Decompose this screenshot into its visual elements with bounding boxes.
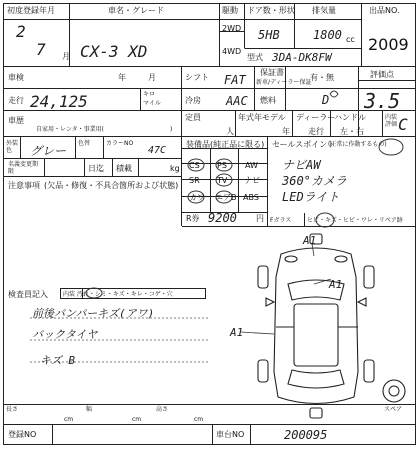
ac-handwritten: AAC: [226, 94, 248, 108]
history-sub: 自家用・レンタ・事業用(: [36, 126, 104, 133]
height-unit: cm: [194, 416, 204, 423]
fuel-label: 燃料: [260, 96, 276, 105]
ac-label: 冷房: [185, 96, 201, 105]
displacement-label: 排気量: [312, 6, 336, 15]
name-change-day-unit: 日迄: [88, 164, 104, 173]
inspector-line-2: バックタイヤ: [32, 328, 98, 341]
r-ticket-unit: 円: [256, 214, 264, 223]
year-model-label: 年式年モデル: [238, 113, 286, 122]
damage-mark-side: A1: [230, 326, 244, 339]
equip-aw: AW: [245, 161, 258, 170]
shaken-month-unit: 月: [148, 73, 156, 82]
month-unit: 月: [62, 52, 70, 61]
exhibit-no-value: 2009: [368, 35, 409, 54]
r-ticket-label: R券: [186, 214, 200, 223]
load-label: 積載: [116, 164, 132, 173]
year-model-unit: 年: [282, 127, 290, 136]
model-handwritten: 3DA-DK8FW: [272, 51, 332, 64]
shaken-label: 車検: [8, 73, 24, 82]
equip-abs: ABS: [243, 193, 259, 202]
equip-leather: カワ: [189, 193, 205, 202]
mileage-label: 走行: [8, 96, 24, 105]
width-label: 幅: [86, 406, 93, 413]
load-unit: kg: [170, 164, 180, 173]
name-change-label: 名義変更期限: [8, 161, 39, 175]
exhibit-no-label: 出品NO.: [369, 6, 400, 15]
fuel-handwritten: D: [322, 93, 330, 107]
chassis-handwritten: 200095: [284, 428, 328, 442]
shaken-year-unit: 年: [118, 73, 126, 82]
history-label: 車歴: [8, 116, 24, 125]
sales-point-line-1: ナビAW: [282, 158, 321, 172]
equipment-label: 装備品(純正品に限る): [186, 140, 265, 149]
score-label: 評価点: [370, 70, 394, 79]
spare-label: スペア: [384, 406, 403, 413]
handle-value: 左・右: [340, 127, 364, 136]
car-name-handwritten: CX-3 XD: [80, 42, 148, 61]
seats-label: 定員: [185, 113, 201, 122]
door-handwritten: 5HB: [258, 28, 280, 42]
interior-label: 内装評価: [385, 114, 398, 128]
first-reg-label: 初度登録年月: [7, 6, 55, 15]
reg-no-label: 登録NO: [8, 430, 37, 439]
equip-cs: CS: [189, 161, 200, 170]
drive-4wd-label: 4WD: [222, 47, 242, 56]
glass-items: ヒビ・キズ・ヒビ・ワレ・リペア跡: [307, 217, 403, 224]
reg-month-handwritten: 7: [36, 40, 46, 59]
equip-navi: ナビ: [244, 176, 260, 185]
dealer-label: ディーラー: [296, 113, 336, 122]
sales-point-sub: (正常に作動するもの): [328, 141, 387, 148]
spare-tire-icon: [381, 378, 407, 404]
inspector-label: 検査員記入: [8, 290, 48, 299]
car-damage-diagram: [236, 232, 396, 422]
sales-point-line-3: LEDライト: [282, 190, 340, 204]
inspector-line-3: キズ B: [40, 354, 76, 367]
inspector-options: 内装 汚れ・シミ・キズ・キレ・コゲ・穴: [63, 291, 173, 298]
notes-sub: (欠品・修復・不具合箇所および状態): [44, 181, 179, 190]
warranty-sub: 新車/ディーラー保証: [256, 79, 312, 86]
damage-mark-front: A1: [303, 234, 317, 247]
mile-unit: マイル: [143, 100, 161, 107]
score-handwritten: 3.5: [364, 89, 401, 113]
history-close: ): [170, 126, 173, 133]
chassis-label: 車台NO: [216, 430, 245, 439]
r-ticket-value: 9200: [208, 211, 237, 225]
height-label: 高さ: [156, 406, 169, 413]
equip-airbag: エアB: [215, 193, 237, 202]
door-label: ドア数・形状: [247, 6, 295, 15]
mileage-handwritten: 24,125: [30, 92, 88, 111]
drive-label: 駆動: [222, 6, 238, 15]
dealer-sub: 走行: [308, 127, 324, 136]
width-unit: cm: [132, 416, 142, 423]
equip-ps: PS: [217, 161, 227, 170]
drive-2wd-label: 2WD: [222, 24, 242, 33]
sales-point-line-2: 360°カメラ: [282, 174, 347, 188]
color-code-handwritten: 47C: [148, 145, 167, 156]
shift-handwritten: FAT: [224, 73, 246, 87]
car-name-label: 車名・グレード: [108, 6, 164, 15]
interior-color-label: 色替: [78, 140, 91, 147]
interior-handwritten: C: [398, 115, 408, 134]
inspector-line-1: 前後バンパーキズ(アワ): [32, 307, 155, 320]
length-label: 長さ: [6, 406, 19, 413]
km-unit: キロ: [143, 91, 156, 98]
color-handwritten: グレー: [30, 144, 67, 158]
seats-unit: 人: [226, 127, 234, 136]
length-unit: cm: [64, 416, 74, 423]
notes-label: 注意事項: [8, 181, 40, 190]
equip-tv: TV: [217, 176, 228, 185]
cc-unit: cc: [346, 35, 355, 44]
model-label: 型式: [247, 53, 263, 62]
equip-sr: SR: [189, 176, 200, 185]
reg-year-handwritten: 2: [16, 22, 26, 41]
color-label: 外装色: [6, 140, 19, 154]
damage-mark-hood: A1: [329, 278, 343, 291]
warranty-value: 有・無: [310, 73, 334, 82]
sales-point-label: セールスポイント: [272, 140, 336, 149]
handle-label: ハンドル: [334, 113, 366, 122]
warranty-label: 保証書: [260, 68, 284, 77]
cc-handwritten: 1800: [313, 28, 342, 42]
glass-label: Fガラス: [270, 217, 292, 224]
shift-label: シフト: [185, 73, 209, 82]
color-code-label: カラーNO: [106, 140, 134, 147]
